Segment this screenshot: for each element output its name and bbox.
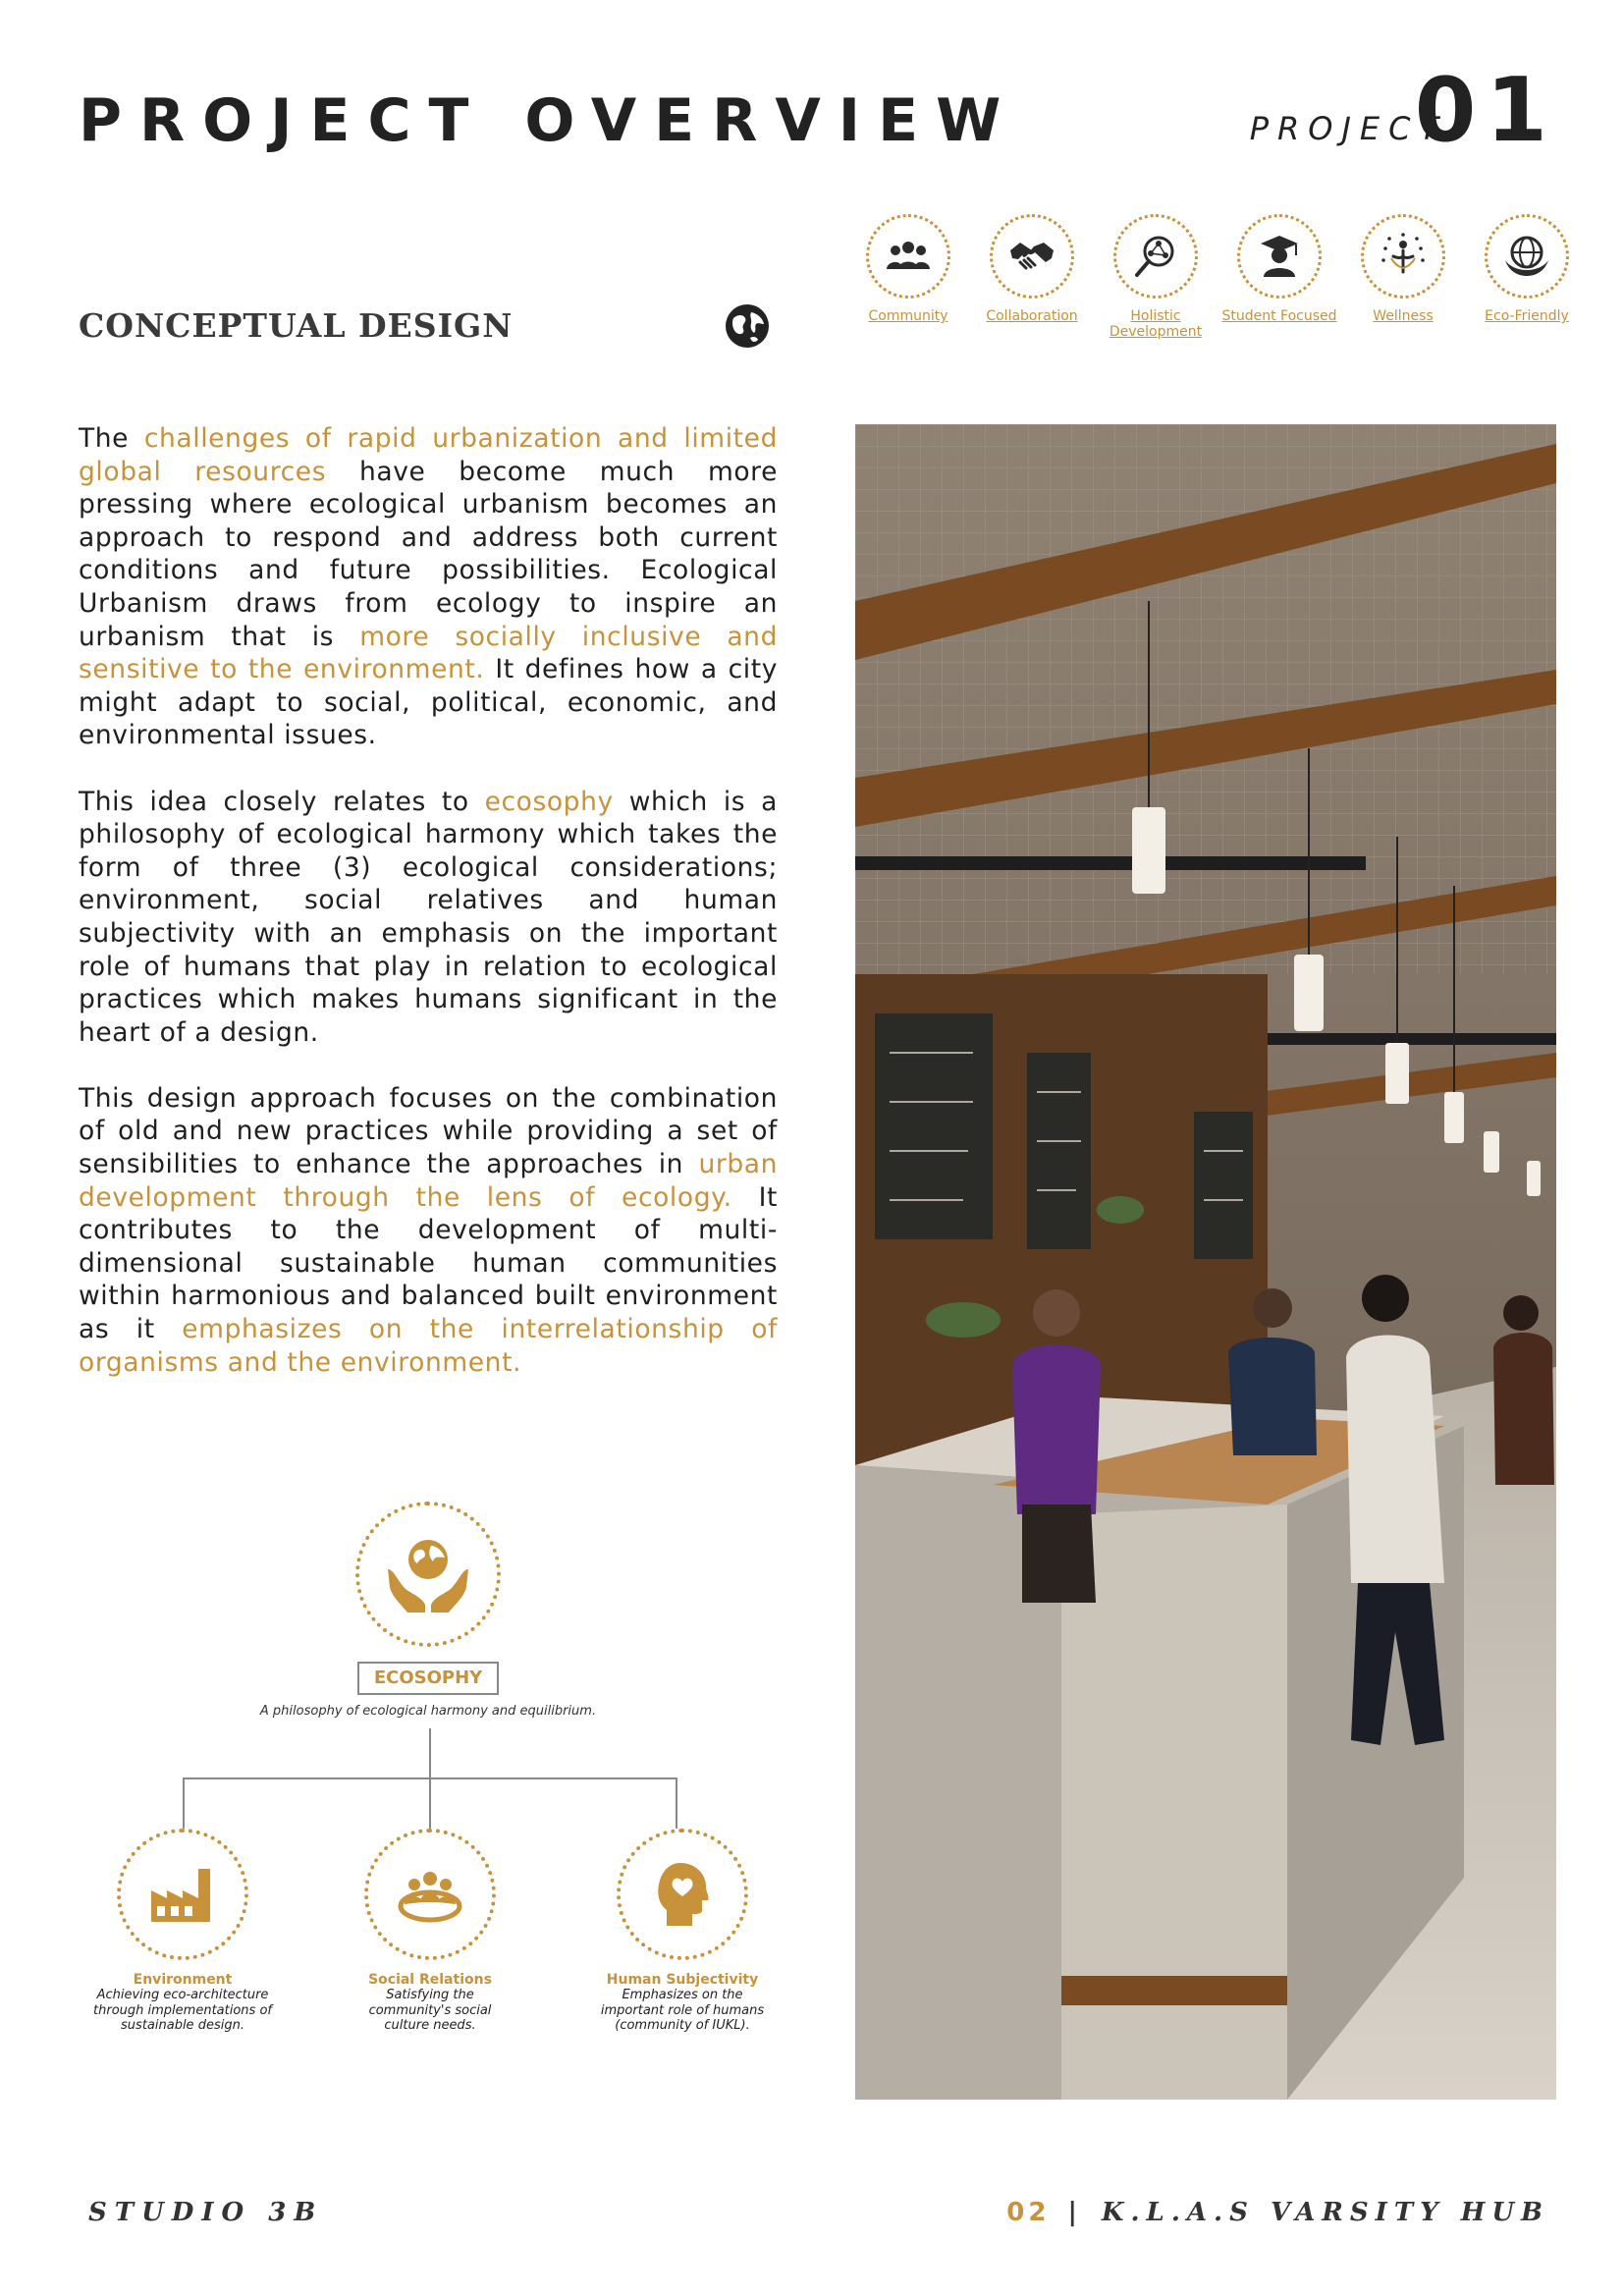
- branch-description: [584, 1988, 781, 2034]
- paragraph-2: [79, 786, 778, 1050]
- branch-human-subjectivity: [584, 1829, 781, 2034]
- handshake-icon: [990, 214, 1074, 299]
- branch-desc-line: important role of humans: [600, 2002, 765, 2018]
- text-run: It defines how a city might adapt to social, political, economic, and environmental issues.: [79, 654, 778, 751]
- value-label: Wellness: [1373, 308, 1434, 324]
- branch-desc-line: Emphasizes on the: [622, 1988, 743, 2002]
- footer-project-name: K.L.A.S VARSITY HUB: [1101, 2198, 1549, 2227]
- paragraph-3: [79, 1082, 778, 1379]
- branch-environment: [84, 1829, 281, 2034]
- branch-desc-line: culture needs.: [384, 2018, 476, 2033]
- highlight-text: emphasizes on the interrelationship of organisms and the environment.: [79, 1314, 778, 1378]
- network-icon: [1113, 214, 1198, 299]
- highlight-text: ecosophy: [484, 786, 614, 817]
- branch-desc-line: (community of IUKL).: [615, 2018, 750, 2033]
- page-number: 02: [1006, 2198, 1051, 2227]
- text-run: This design approach focuses on the combination of old and new practices while providing a set of sensibilities to enhance the approaches in: [79, 1082, 778, 1180]
- branch-desc-line: community's social: [368, 2002, 492, 2018]
- branch-title: Human Subjectivity: [606, 1972, 759, 1988]
- diagram-connector: [183, 1728, 677, 1836]
- footer-separator: |: [1067, 2198, 1084, 2227]
- text-run: It contributes to the development of multi-dimensional sustainable human communities within harmonious and balanced built environment as it: [79, 1181, 778, 1345]
- head-heart-icon: [617, 1829, 748, 1960]
- graduate-icon: [1237, 214, 1322, 299]
- text-run: which is a philosophy of ecological harmony which takes the form of three (3) ecological considerations; environment, social relatives and human subjectivity with an emphasis on the important role of humans that play in relation to ecological practices which makes humans significant in the heart of a design.: [79, 786, 778, 1048]
- branch-description: [84, 1988, 281, 2034]
- value-wellness: [1341, 214, 1465, 324]
- factory-icon: [117, 1829, 248, 1960]
- paragraph-1: [79, 422, 778, 752]
- body-text: [79, 422, 778, 1412]
- value-label: Community: [868, 308, 948, 324]
- highlight-text: urban development through the lens of ecology.: [79, 1149, 778, 1213]
- community-icon: [866, 214, 950, 299]
- value-icons-row: [846, 214, 1569, 361]
- project-label: PROJECT: [1249, 110, 1447, 147]
- project-number: 01: [1414, 59, 1557, 162]
- ecosophy-icon: [355, 1502, 501, 1647]
- footer-studio: STUDIO 3B: [88, 2198, 324, 2227]
- value-student: [1218, 214, 1341, 324]
- branch-title: Social Relations: [368, 1972, 492, 1988]
- social-group-icon: [364, 1829, 496, 1960]
- cafe-interior-render: [855, 424, 1556, 2100]
- branch-desc-line: Achieving eco-architecture: [96, 1988, 269, 2002]
- ecosophy-caption: A philosophy of ecological harmony and equilibrium.: [259, 1704, 597, 1719]
- value-collaboration: [970, 214, 1094, 324]
- value-holistic: [1094, 214, 1218, 340]
- value-label: Collaboration: [986, 308, 1078, 324]
- branch-social-relations: [332, 1829, 528, 2034]
- branch-description: [332, 1988, 528, 2034]
- text-run: The: [79, 423, 144, 454]
- value-eco-friendly: [1465, 214, 1589, 324]
- section-title: CONCEPTUAL DESIGN: [79, 306, 514, 345]
- footer-project: [1006, 2198, 1549, 2227]
- highlight-text: more socially inclusive and sensitive to the environment.: [79, 621, 778, 685]
- text-run: This idea closely relates to: [79, 786, 485, 817]
- text-run: have become much more pressing where ecological urbanism becomes an approach to respond and address both current conditions and future possibilities. Ecological Urbanism draws from ecology to inspire an urbanism that is: [79, 456, 778, 652]
- eco-globe-icon: [1485, 214, 1569, 299]
- highlight-text: challenges of rapid urbanization and limited global resources: [79, 423, 778, 487]
- wellness-icon: [1361, 214, 1445, 299]
- branch-desc-line: through implementations of: [93, 2002, 272, 2018]
- value-community: [846, 214, 970, 324]
- globe-icon: [724, 302, 771, 350]
- branch-desc-line: sustainable design.: [121, 2018, 244, 2033]
- branch-desc-line: Satisfying the: [386, 1988, 474, 2002]
- value-label: Student Focused: [1221, 308, 1337, 324]
- ecosophy-label: ECOSOPHY: [357, 1662, 499, 1695]
- branch-title: Environment: [133, 1972, 233, 1988]
- page-title: PROJECT OVERVIEW: [79, 86, 1019, 155]
- value-label: Eco-Friendly: [1485, 308, 1569, 324]
- value-label: Holistic Development: [1109, 308, 1203, 340]
